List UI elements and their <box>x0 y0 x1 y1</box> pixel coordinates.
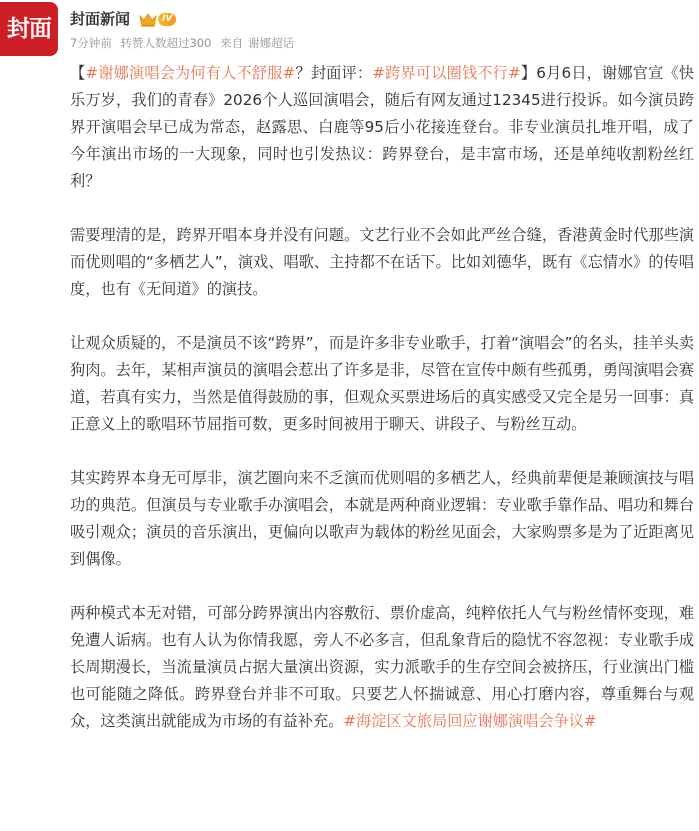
paragraph-text: 两种模式本无对错，可部分跨界演出内容敷衍、票价虚高，纯粹依托人气与粉丝情怀变现，难免遭人诟病。也有人认为你情我愿，旁人不必多言，但乱象背后的隐忧不容忽视：专业歌手成长周期漫长，当流量演员占据大量演出资源，实力派歌手的生存空间会被挤压，行业演出门槛也可能随之降低。跨界登台并非不可取。只要艺人怀揣诚意、用心打磨内容，尊重舞台与观众，这类演出就能成为市场的有益补充。 <box>70 604 694 730</box>
level-label: IV <box>158 13 176 26</box>
hashtag-link[interactable]: #海淀区文旅局回应谢娜演唱会争议# <box>343 712 597 730</box>
paragraph-2: 需要理清的是，跨界开唱本身并没有问题。文艺行业不会如此严丝合缝，香港黄金时代那些演而优则唱的“多栖艺人”，演戏、唱歌、主持都不在话下。比如刘德华，既有《忘情水》的传唱度，也有《无间道》的演技。 <box>70 226 694 298</box>
paragraph-1 <box>70 60 694 195</box>
paragraph-text: ？封面评： <box>295 64 373 82</box>
crown-icon <box>139 12 157 26</box>
paragraph-text: 】6月6日，谢娜官宣《快乐万岁，我们的青春》2026个人巡回演唱会，随后有网友通过12345进行投诉。如今演员跨界开演唱会早已成为常态，赵露思、白鹿等95后小花接连登台。非专业演员扎堆开唱，成了今年演出市场的一大现象，同时也引发热议：跨界登台，是丰富市场，还是单纯收割粉丝红利？ <box>70 64 695 190</box>
paragraph-3: 让观众质疑的，不是演员不该“跨界”，而是许多非专业歌手，打着“演唱会”的名头，挂羊头卖狗肉。去年，某相声演员的演唱会惹出了许多是非，尽管在宣传中颇有些孤勇，勇闯演唱会赛道，若真有实力，当然是值得鼓励的事，但观众买票进场后的真实感受又完全是另一回事：真正意义上的歌唱环节屈指可数，更多时间被用于聊天、讲段子、与粉丝互动。 <box>70 334 694 433</box>
paragraph-5 <box>70 600 694 735</box>
author-name[interactable]: 封面新闻 <box>70 10 131 28</box>
source-link[interactable]: 谢娜超话 <box>248 36 295 50</box>
paragraph-4: 其实跨界本身无可厚非，演艺圈向来不乏演而优则唱的多栖艺人，经典前辈便是兼顾演技与唱功的典范。但演员与专业歌手办演唱会，本就是两种商业逻辑：专业歌手靠作品、唱功和舞台吸引观众；演员的音乐演出，更偏向以歌声为载体的粉丝见面会，大家购票多是为了近距离见到偶像。 <box>70 469 694 568</box>
post-time[interactable]: 7分钟前 <box>70 36 112 50</box>
hashtag-link[interactable]: #跨界可以圈钱不行# <box>372 64 521 82</box>
repost-count: 转赞人数超过300 <box>120 36 212 50</box>
avatar[interactable] <box>0 2 58 56</box>
author-row <box>70 9 176 29</box>
bracket-open: 【 <box>70 64 86 82</box>
avatar-text: 封面 <box>7 15 51 42</box>
hashtag-link[interactable]: #谢娜演唱会为何有人不舒服# <box>85 64 296 82</box>
post-header <box>0 0 699 60</box>
post-content <box>70 60 694 762</box>
post-meta <box>70 35 299 51</box>
source-prefix: 来自 <box>220 36 244 50</box>
vip-badge[interactable] <box>139 11 176 27</box>
